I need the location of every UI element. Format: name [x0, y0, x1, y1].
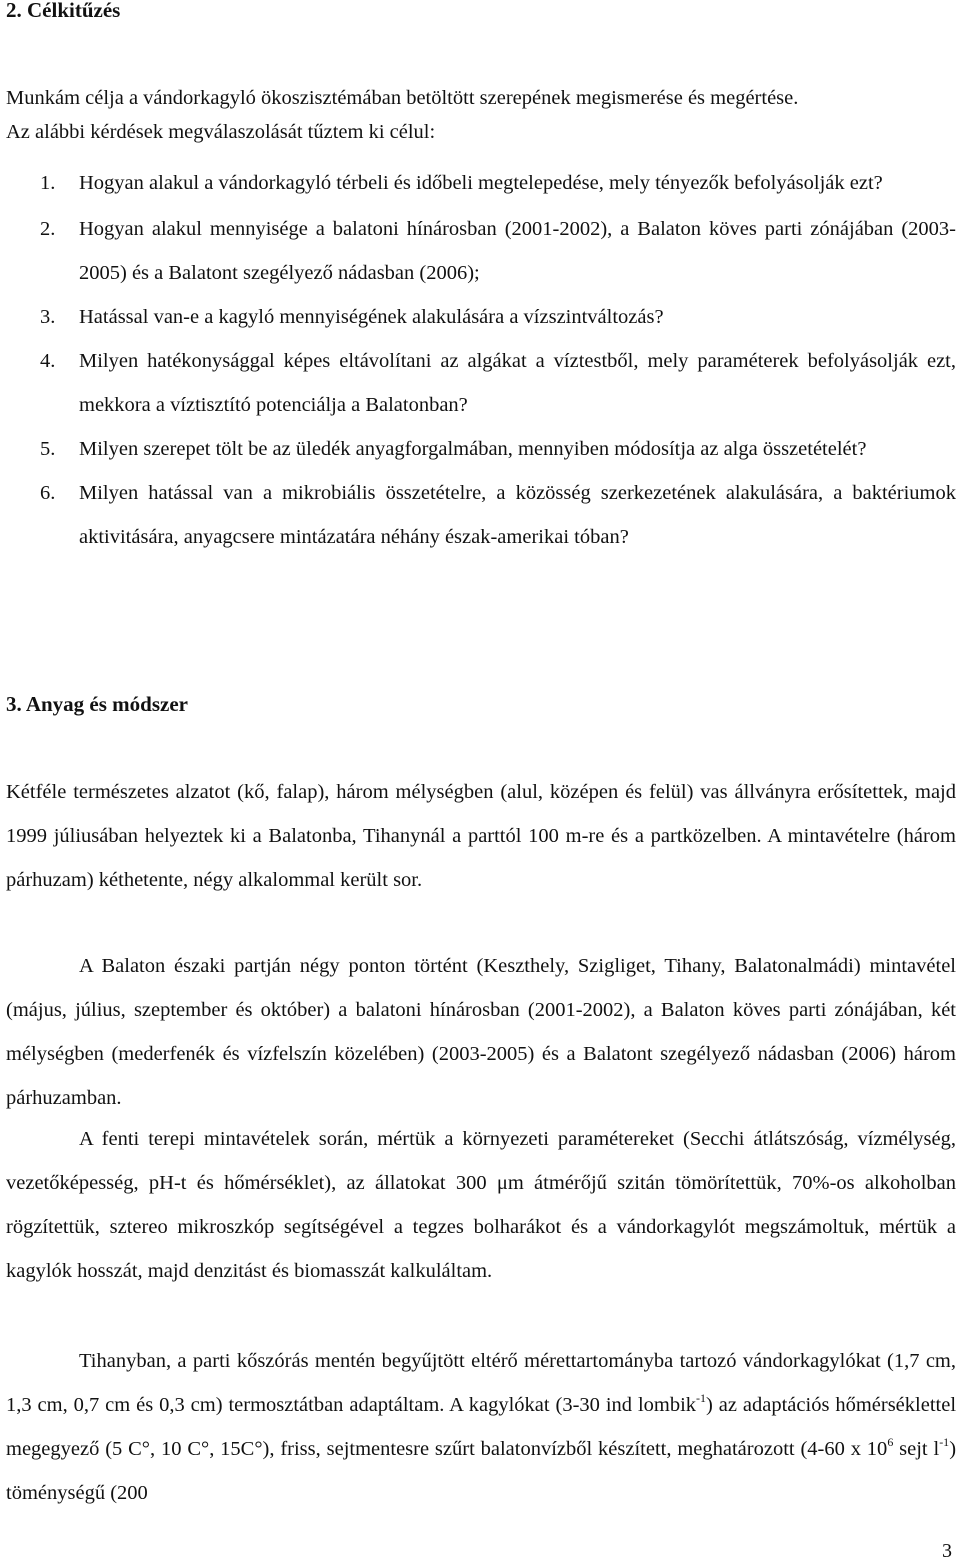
- list-item-text: Hatással van-e a kagyló mennyiségének alakulására a vízszintváltozás?: [79, 306, 664, 328]
- section-heading-celkituzes: 2. Célkitűzés: [6, 0, 121, 22]
- list-item-number: 5.: [40, 438, 56, 460]
- intro-line: Az alábbi kérdések megválaszolását tűztem ki célul:: [6, 121, 436, 143]
- list-item-number: 3.: [40, 306, 56, 328]
- list-item-number: 4.: [40, 350, 56, 372]
- list-item-text: Milyen hatással van a mikrobiális összetételre, a közösség szerkezetének alakulására, a baktériumok aktivitására, anyagcsere mintázatára néhány észak-amerikai tóban?: [79, 482, 956, 548]
- superscript: -1: [696, 1391, 707, 1405]
- list-item-number: 1.: [40, 172, 56, 194]
- list-item-text: Milyen szerepet tölt be az üledék anyagforgalmában, mennyiben módosítja az alga összetételét?: [79, 438, 867, 460]
- paragraph-text: Tihanyban, a parti kőszórás mentén begyűjtött eltérő mérettartományba tartozó vándorkagylókat (1,7 cm, 1,3 cm, 0,7 cm és 0,3 cm) termosztátban adaptáltam. A kagylókat (3-30 ind lombik: [6, 1350, 956, 1416]
- superscript: -1: [939, 1435, 950, 1449]
- paragraph-terepi: A fenti terepi mintavételek során, mértük a környezeti paramétereket (Secchi átlátszóság, vízmélység, vezetőképesség, pH-t és hőmérséklet), az állatokat 300 μm átmérőjű szitán tömörítettük, 70%-os alkoholban rögzítettük, sztereo mikroszkóp segítségével a tegzes bolharákot és a vándorkagylót megszámoltuk, mértük a kagylók hosszát, majd denzitást és biomasszát kalkuláltam.: [6, 1128, 956, 1282]
- list-item: [40, 471, 956, 559]
- superscript: 6: [887, 1435, 894, 1449]
- paragraph-text: ) az adaptációs hőmérséklettel megegyező (5 C°, 10 C°, 15C°), friss, sejtmentesre szűrt balatonvízből készített, meghatározott (4-60 x 10: [6, 1394, 957, 1460]
- list-item: [40, 295, 956, 339]
- list-item-text: Hogyan alakul mennyisége a balatoni hínárosban (2001-2002), a Balaton köves parti zónájában (2003-2005) és a Balatont szegélyező nádasban (2006);: [79, 218, 956, 284]
- paragraph-text: ) töménységű (200: [6, 1438, 957, 1504]
- list-item-text: Milyen hatékonysággal képes eltávolítani az algákat a víztestből, mely paraméterek befolyásolják ezt, mekkora a víztisztító potenciálja a Balatonban?: [79, 350, 956, 416]
- section-heading-anyag-es-modszer: 3. Anyag és módszer: [6, 692, 188, 716]
- paragraph-alzat: Kétféle természetes alzatot (kő, falap), három mélységben (alul, középen és felül) vas állványra erősítettek, majd 1999 júliusában helyeztek ki a Balatonba, Tihanynál a parttól 100 m-re és a partközelben. A mintavételre (három párhuzam) kéthetente, négy alkalommal került sor.: [6, 781, 956, 891]
- list-item-number: 2.: [40, 218, 56, 240]
- list-item: [40, 427, 956, 471]
- paragraph-text: sejt l: [893, 1438, 940, 1460]
- paragraph-tihany: [6, 1339, 956, 1515]
- list-item-text: Hogyan alakul a vándorkagyló térbeli és időbeli megtelepedése, mely tényezők befolyásolják ezt?: [79, 172, 883, 194]
- list-item-number: 6.: [40, 482, 56, 504]
- list-item: [40, 160, 956, 207]
- list-item: [40, 207, 956, 295]
- paragraph-mintavetel: A Balaton északi partján négy ponton történt (Keszthely, Szigliget, Tihany, Balatonalmádi) mintavétel (május, július, szeptember és október) a balatoni hínárosban (2001-2002), a Balaton köves parti zónájában, két mélységben (mederfenék és vízfelszín közelében) (2003-2005) és a Balatont szegélyező nádasban (2006) három párhuzamban.: [6, 955, 956, 1109]
- intro-line: Munkám célja a vándorkagyló ökoszisztémában betöltött szerepének megismerése és megértése.: [6, 87, 799, 109]
- page-number: 3: [942, 1540, 952, 1562]
- list-item: [40, 339, 956, 427]
- question-list: [40, 160, 956, 559]
